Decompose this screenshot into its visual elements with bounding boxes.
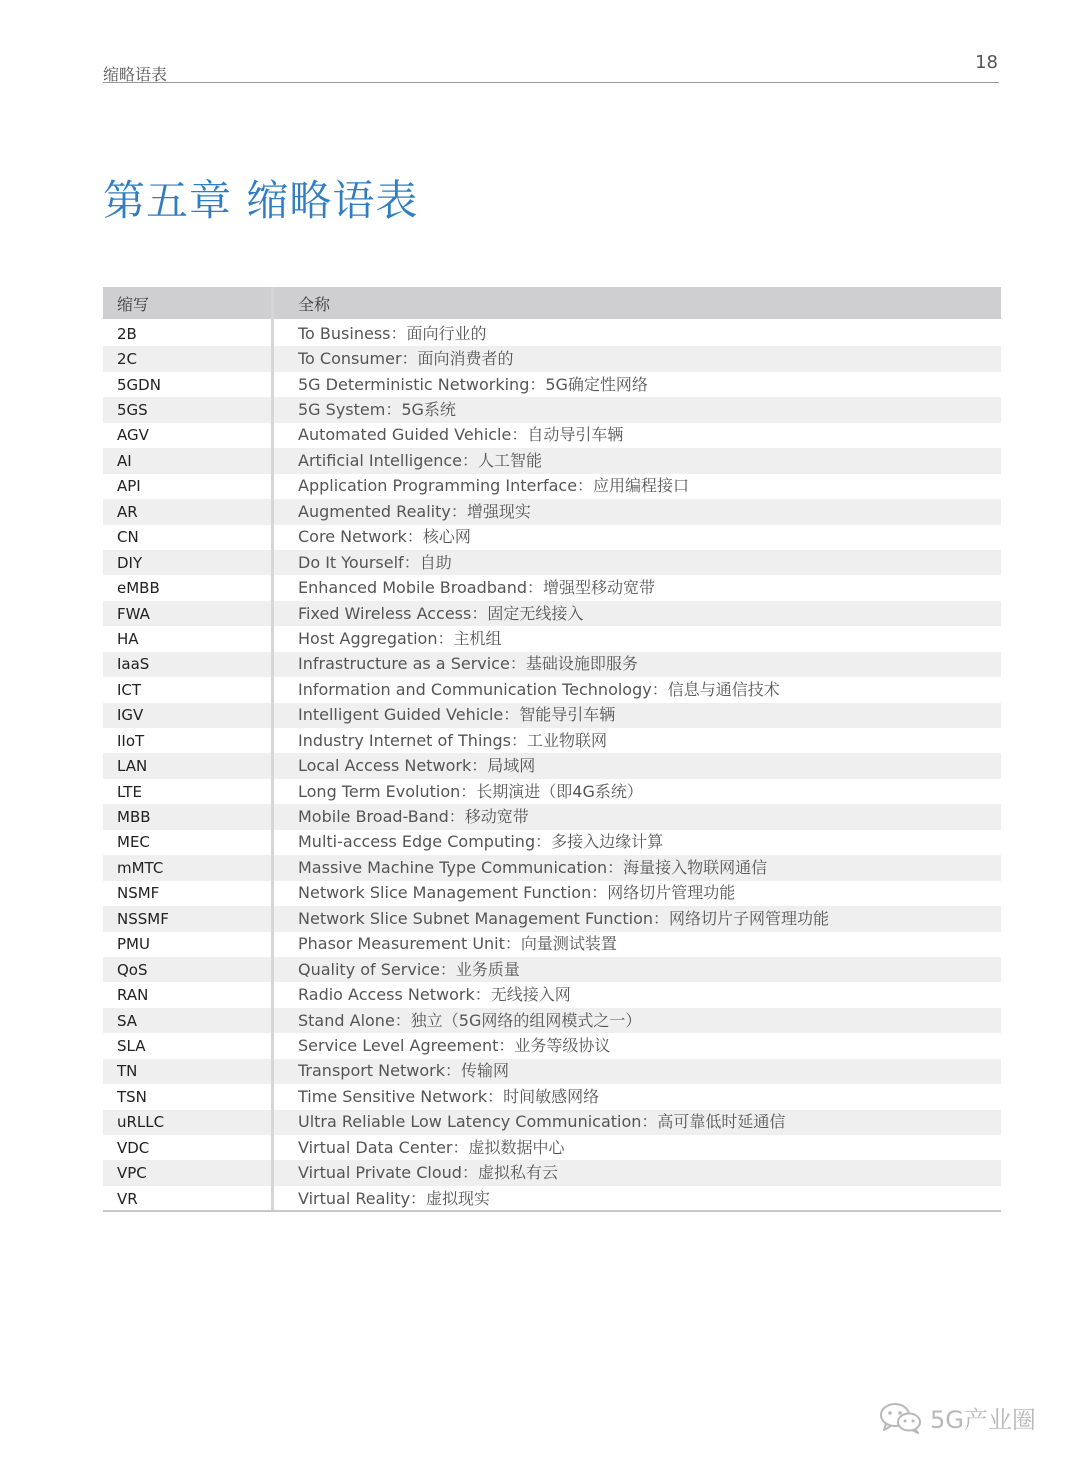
table-row xyxy=(103,1008,1001,1033)
full-name-cell: To Business：面向行业的 xyxy=(298,323,487,343)
table-row xyxy=(103,855,1001,880)
table-row xyxy=(103,525,1001,550)
abbreviation-cell: VPC xyxy=(103,1160,273,1185)
full-name-cell: 5G Deterministic Networking：5G确定性网络 xyxy=(298,374,648,394)
full-name-cell: Artificial Intelligence：人工智能 xyxy=(273,448,1002,473)
full-name-cell: Time Sensitive Network：时间敏感网络 xyxy=(298,1086,600,1106)
chapter-title: 第五章 缩略语表 xyxy=(103,176,419,225)
full-name-cell: Augmented Reality：增强现实 xyxy=(273,499,1002,524)
table-row xyxy=(103,1084,1001,1109)
abbreviation-cell: IaaS xyxy=(103,652,273,677)
full-name-cell: Intelligent Guided Vehicle：智能导引车辆 xyxy=(273,703,1002,728)
column-header-full-name: 全称 xyxy=(273,287,1002,319)
abbreviation-cell: LTE xyxy=(103,779,273,804)
abbreviation-cell: RAN xyxy=(103,982,273,1007)
full-name-cell: Virtual Reality：虚拟现实 xyxy=(298,1188,491,1208)
full-name-cell: Transport Network：传输网 xyxy=(273,1059,1002,1084)
running-header-section: 缩略语表 xyxy=(103,65,168,84)
table-row xyxy=(103,397,1001,422)
table-row xyxy=(103,499,1001,524)
table-row xyxy=(103,881,1001,906)
full-name-cell: Ultra Reliable Low Latency Communication：高可靠低时延通信 xyxy=(273,1110,1002,1135)
table-bottom-rule xyxy=(103,1210,1001,1212)
table-row xyxy=(103,372,1001,397)
abbreviation-cell: ICT xyxy=(103,677,273,702)
full-name-cell: Industry Internet of Things：工业物联网 xyxy=(298,730,608,750)
abbreviation-cell: NSSMF xyxy=(103,906,273,931)
table-header-row xyxy=(103,287,1001,319)
abbreviation-cell: VDC xyxy=(103,1135,273,1160)
full-name-cell: Network Slice Management Function：网络切片管理功能 xyxy=(298,883,736,903)
abbreviation-cell: mMTC xyxy=(103,855,273,880)
abbreviation-cell: 5GDN xyxy=(103,372,273,397)
full-name-cell: Multi-access Edge Computing：多接入边缘计算 xyxy=(298,832,664,852)
table-row xyxy=(103,1135,1001,1160)
abbreviation-cell: CN xyxy=(103,525,273,550)
abbreviation-cell: HA xyxy=(103,626,273,651)
table-row xyxy=(103,448,1001,473)
full-name-cell: Virtual Private Cloud：虚拟私有云 xyxy=(273,1160,1002,1185)
abbreviation-cell: TN xyxy=(103,1059,273,1084)
table-row xyxy=(103,652,1001,677)
abbreviation-table xyxy=(103,287,1001,1211)
page-number: 18 xyxy=(975,52,998,73)
abbreviation-cell: uRLLC xyxy=(103,1110,273,1135)
full-name-cell: Fixed Wireless Access：固定无线接入 xyxy=(273,601,1002,626)
wechat-icon xyxy=(878,1401,924,1435)
full-name-cell: Service Level Agreement：业务等级协议 xyxy=(298,1035,611,1055)
abbreviation-cell: LAN xyxy=(103,753,273,778)
full-name-cell: Information and Communication Technology：信息与通信技术 xyxy=(298,679,780,699)
full-name-cell: Mobile Broad-Band：移动宽带 xyxy=(273,804,1002,829)
table-row xyxy=(103,575,1001,600)
abbreviation-cell: IIoT xyxy=(103,728,273,753)
table-row xyxy=(103,1033,1001,1058)
full-name-cell: Do It Yourself：自助 xyxy=(273,550,1002,575)
table-row xyxy=(103,550,1001,575)
abbreviation-cell: AGV xyxy=(103,423,273,448)
abbreviation-cell: AI xyxy=(103,448,273,473)
full-name-cell: Local Access Network：局域网 xyxy=(273,753,1002,778)
full-name-cell: Quality of Service：业务质量 xyxy=(273,957,1002,982)
table-body xyxy=(103,319,1001,1211)
table-row xyxy=(103,753,1001,778)
header-divider xyxy=(103,82,999,83)
table-row xyxy=(103,703,1001,728)
abbreviation-cell: API xyxy=(103,474,273,499)
full-name-cell: Radio Access Network：无线接入网 xyxy=(298,985,571,1005)
watermark xyxy=(878,1400,1036,1435)
abbreviation-cell: MEC xyxy=(103,830,273,855)
table-row xyxy=(103,1186,1001,1211)
column-header-abbreviation: 缩写 xyxy=(103,287,273,319)
table-row xyxy=(103,474,1001,499)
abbreviation-cell: SA xyxy=(103,1008,273,1033)
table-row xyxy=(103,906,1001,931)
full-name-cell: Infrastructure as a Service：基础设施即服务 xyxy=(273,652,1002,677)
full-name-cell: Host Aggregation：主机组 xyxy=(298,628,502,648)
table-row xyxy=(103,626,1001,651)
full-name-cell: 5G System：5G系统 xyxy=(273,397,1002,422)
full-name-cell: Core Network：核心网 xyxy=(298,527,471,547)
abbreviation-cell: 2C xyxy=(103,346,273,371)
abbreviation-cell: DIY xyxy=(103,550,273,575)
abbreviation-cell: MBB xyxy=(103,804,273,829)
table-row xyxy=(103,982,1001,1007)
abbreviation-cell: IGV xyxy=(103,703,273,728)
table-row xyxy=(103,1110,1001,1135)
full-name-cell: Virtual Data Center：虚拟数据中心 xyxy=(298,1137,565,1157)
abbreviation-cell: FWA xyxy=(103,601,273,626)
full-name-cell: To Consumer：面向消费者的 xyxy=(273,346,1002,371)
table-row xyxy=(103,932,1001,957)
table-row xyxy=(103,319,1001,346)
table-row xyxy=(103,728,1001,753)
abbreviation-cell: 5GS xyxy=(103,397,273,422)
full-name-cell: Stand Alone：独立（5G网络的组网模式之一） xyxy=(273,1008,1002,1033)
table-row xyxy=(103,346,1001,371)
abbreviation-cell: QoS xyxy=(103,957,273,982)
table-row xyxy=(103,601,1001,626)
full-name-cell: Long Term Evolution：长期演进（即4G系统） xyxy=(298,781,643,801)
table-row xyxy=(103,830,1001,855)
watermark-text: 5G产业圈 xyxy=(930,1406,1036,1434)
full-name-cell: Enhanced Mobile Broadband：增强型移动宽带 xyxy=(298,578,656,598)
abbreviation-cell: SLA xyxy=(103,1033,273,1058)
abbreviation-cell: TSN xyxy=(103,1084,273,1109)
abbreviation-cell: VR xyxy=(103,1186,273,1211)
table-row xyxy=(103,804,1001,829)
abbreviation-cell: NSMF xyxy=(103,881,273,906)
abbreviation-cell: AR xyxy=(103,499,273,524)
table-row xyxy=(103,1160,1001,1185)
full-name-cell: Phasor Measurement Unit：向量测试装置 xyxy=(298,934,617,954)
full-name-cell: Automated Guided Vehicle：自动导引车辆 xyxy=(298,425,624,445)
full-name-cell: Massive Machine Type Communication：海量接入物联网通信 xyxy=(273,855,1002,880)
table-row xyxy=(103,957,1001,982)
table-row xyxy=(103,677,1001,702)
table-row xyxy=(103,1059,1001,1084)
full-name-cell: Application Programming Interface：应用编程接口 xyxy=(298,476,690,496)
abbreviation-cell: 2B xyxy=(103,319,273,346)
abbreviation-cell: PMU xyxy=(103,932,273,957)
table-row xyxy=(103,779,1001,804)
abbreviation-cell: eMBB xyxy=(103,575,273,600)
table-row xyxy=(103,423,1001,448)
full-name-cell: Network Slice Subnet Management Function：网络切片子网管理功能 xyxy=(273,906,1002,931)
